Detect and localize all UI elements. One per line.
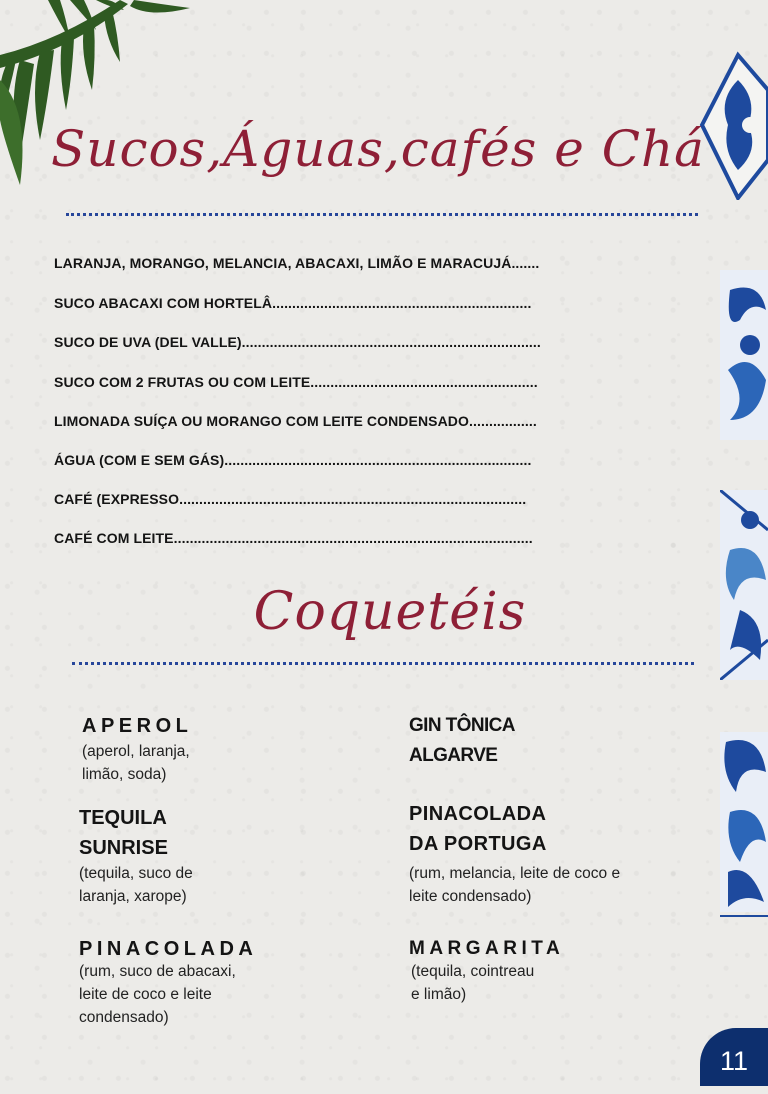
menu-item: CAFÉ COM LEITE.......................................................................................... <box>54 530 533 546</box>
menu-item: ÁGUA (COM E SEM GÁS)............................................................................. <box>54 452 532 468</box>
page-number: 11 <box>700 1028 768 1086</box>
cocktail-desc: (rum, melancia, leite de coco e leite condensado) <box>409 865 621 905</box>
cocktail-desc: (aperol, laranja, limão, soda) <box>82 743 190 783</box>
cocktail-name: APEROL <box>82 715 193 737</box>
cocktail-name: PINACOLADA <box>79 938 258 960</box>
cocktail-name: TEQUILA SUNRISE <box>79 807 168 859</box>
menu-item: LIMONADA SUÍÇA OU MORANGO COM LEITE CONDENSADO................. <box>54 413 537 429</box>
cocktail-desc: (tequila, cointreau e limão) <box>411 963 535 1003</box>
cocktail-name: MARGARITA <box>409 938 565 959</box>
dotted-divider <box>72 662 694 665</box>
menu-item: CAFÉ (EXPRESSO....................................................................................... <box>54 491 527 507</box>
cocktail-name: GIN TÔNICA ALGARVE <box>409 715 515 766</box>
menu-item: SUCO COM 2 FRUTAS OU COM LEITE......................................................... <box>54 374 538 390</box>
azulejo-tile-icon <box>720 270 768 440</box>
cocktail-desc: (tequila, suco de laranja, xarope) <box>79 865 193 905</box>
menu-item: LARANJA, MORANGO, MELANCIA, ABACAXI, LIMÃO E MARACUJÁ....... <box>54 255 540 271</box>
section-title-sucos: Sucos,Águas,cafés e Chá <box>50 120 705 178</box>
menu-item: SUCO DE UVA (DEL VALLE)........................................................................... <box>54 334 541 350</box>
cocktail-desc: (rum, suco de abacaxi, leite de coco e leite condensado) <box>79 963 236 1026</box>
cocktail-name: PINACOLADA DA PORTUGA <box>409 803 547 855</box>
dotted-divider <box>66 213 698 216</box>
menu-item: SUCO ABACAXI COM HORTELÂ................................................................. <box>54 295 532 311</box>
section-title-coqueteis: Coquetéis <box>253 582 527 642</box>
azulejo-tile-icon <box>720 732 768 920</box>
